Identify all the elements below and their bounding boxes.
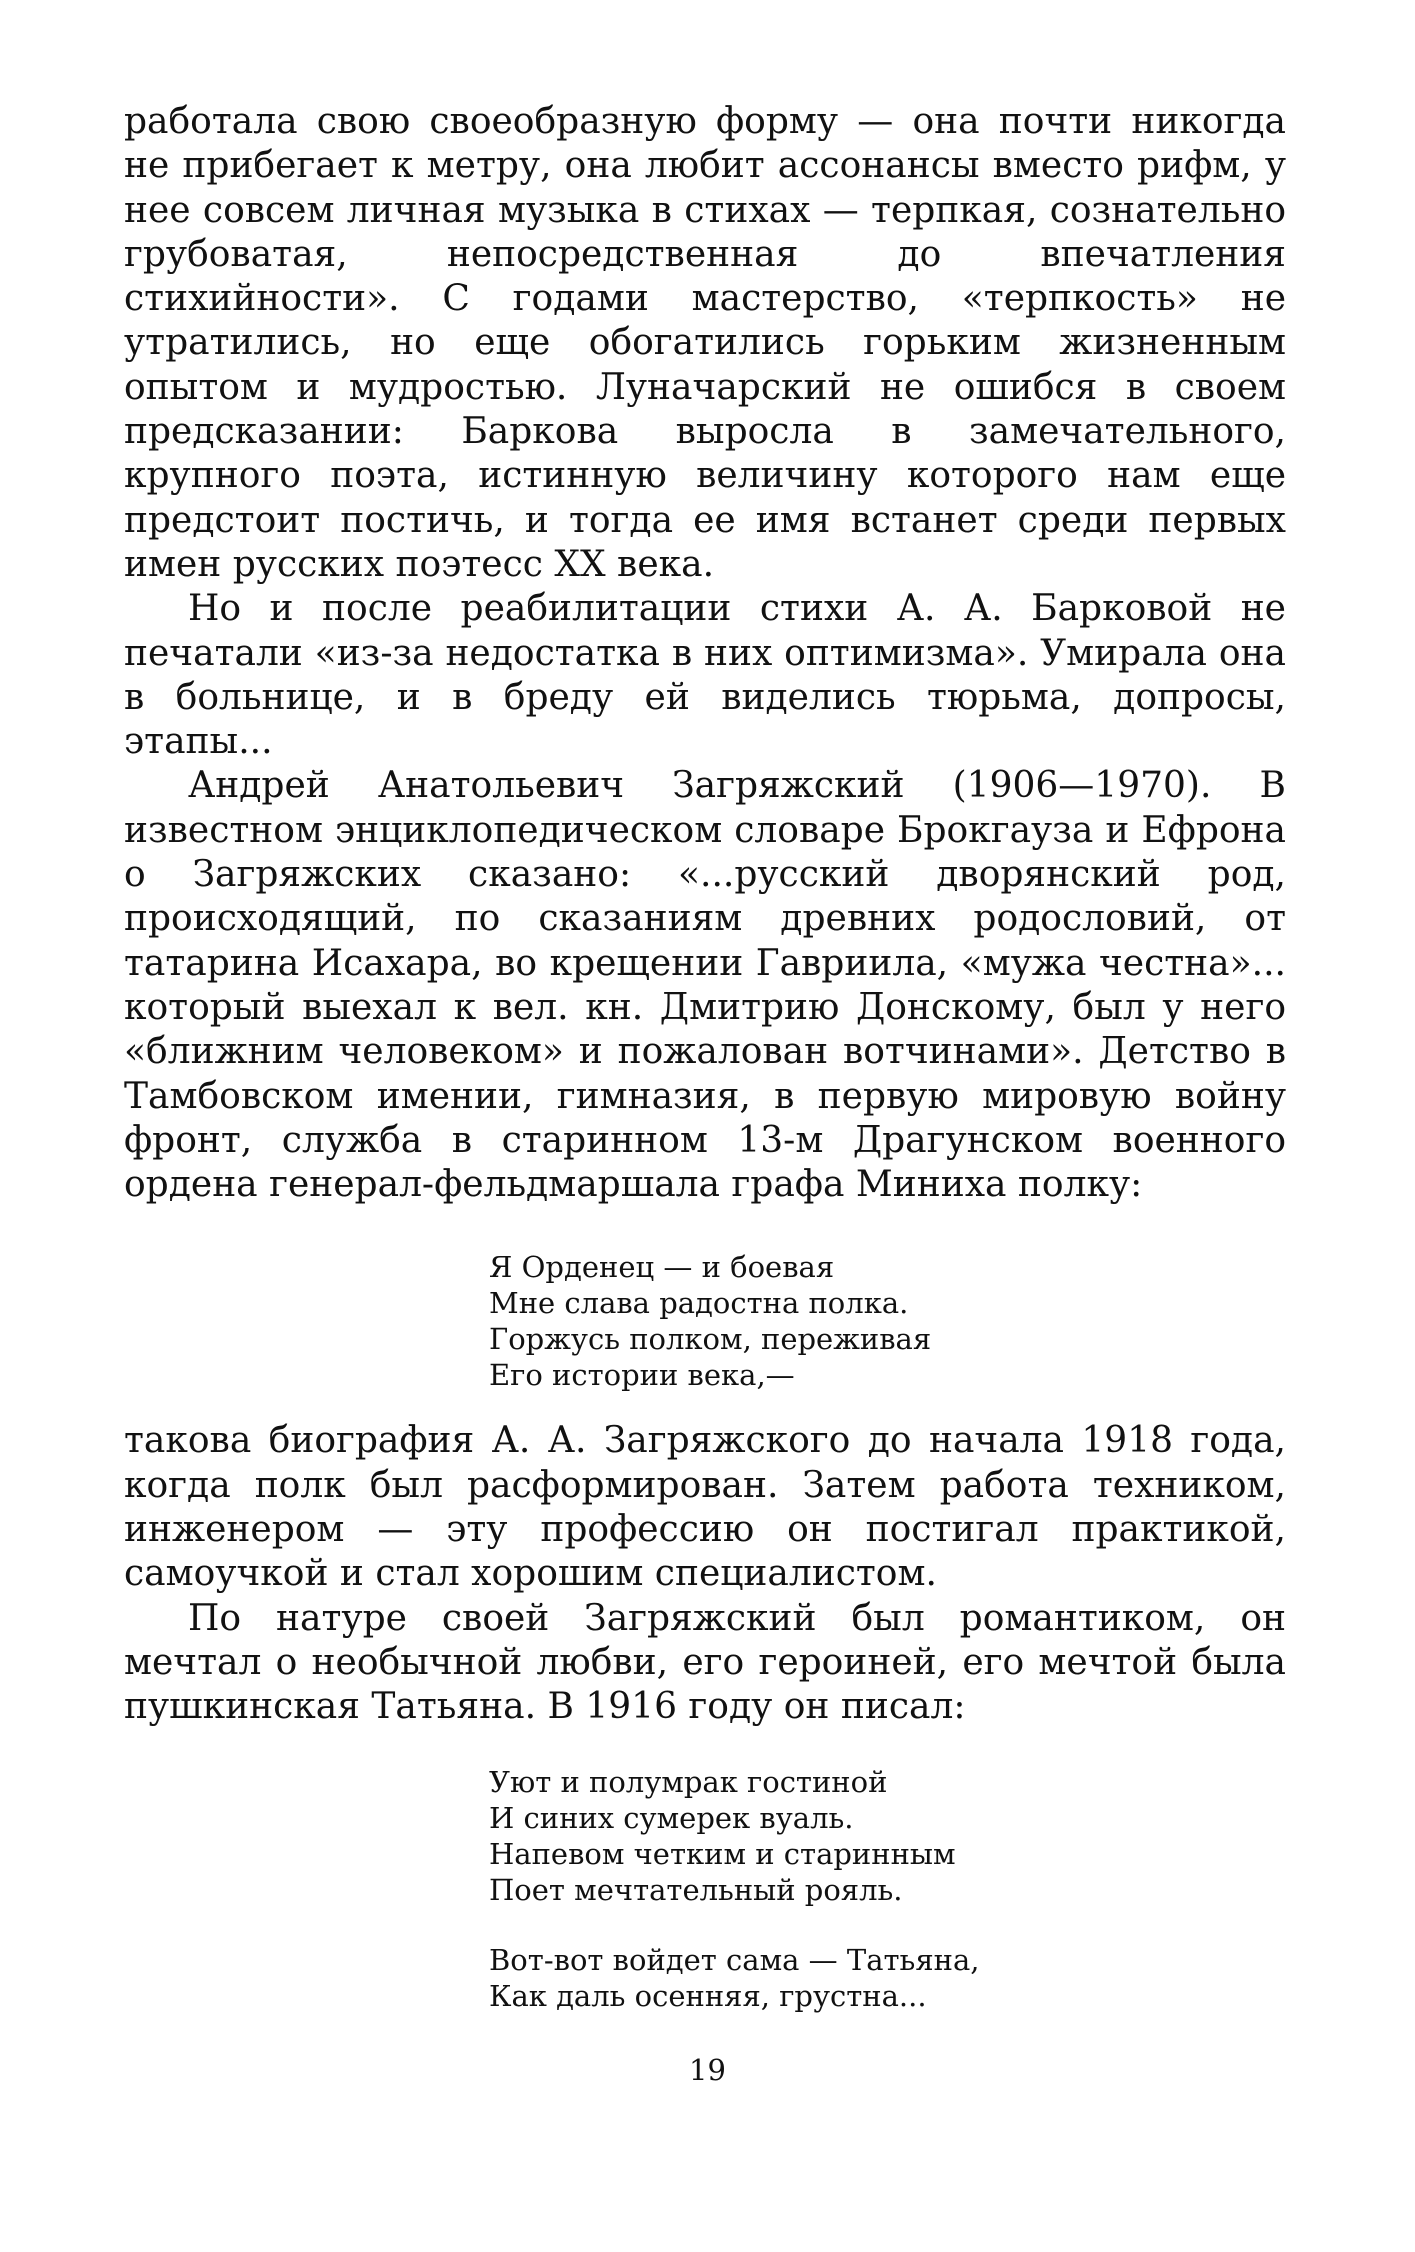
verse-line: Мне слава радостна полка. (489, 1286, 909, 1321)
verse-line: И синих сумерек вуаль. (489, 1800, 854, 1835)
paragraph-5: По натуре своей Загряжский был романтиком, он мечтал о необычной любви, его героиней, его мечтой была пушкинская Татьяна. В 1916 году он писал: (124, 1597, 1286, 1728)
verse-line: Поет мечтательный рояль. (489, 1872, 903, 1907)
verse-line: Его истории века,— (489, 1358, 795, 1393)
verse-line: Вот-вот войдет сама — Татьяна, (489, 1942, 980, 1977)
verse-uyut-stanza-2 (124, 1942, 1286, 2014)
paragraph-4: такова биография А. А. Загряжского до начала 1918 года, когда полк был расформирован. Затем работа техником, инженером — эту профессию он постигал практикой, самоучкой и стал хорошим специалистом. (124, 1420, 1286, 1595)
verse-line: Напевом четким и старинным (489, 1836, 956, 1871)
verse-orderets (124, 1249, 1286, 1393)
page-body (124, 100, 1286, 2014)
verse-line: Горжусь полком, переживая (489, 1322, 932, 1357)
verse-line: Я Орденец — и боевая (489, 1250, 835, 1285)
paragraph-1: работала свою своеобразную форму — она почти никогда не прибегает к метру, она любит ассонансы вместо рифм, у нее совсем личная музыка в стихах — терпкая, сознательно грубоватая, непосредственная до впечатления стихийности». С годами мастерство, «терпкость» не утратились, но еще обогатились горьким жизненным опытом и мудростью. Луначарский не ошибся в своем предсказании: Баркова выросла в замечательного, крупного поэта, истинную величину которого нам еще предстоит постичь, и тогда ее имя встанет среди первых имен русских поэтесс XX века. (124, 101, 1286, 585)
verse-line: Уют и полумрак гостиной (489, 1764, 888, 1799)
verse-uyut-stanza-1 (124, 1764, 1286, 1908)
verse-line: Как даль осенняя, грустна... (489, 1978, 927, 2013)
paragraph-2: Но и после реабилитации стихи А. А. Барковой не печатали «из-за недостатка в них оптимизма». Умирала она в больнице, и в бреду ей виделись тюрьма, допросы, этапы... (124, 588, 1286, 763)
paragraph-3: Андрей Анатольевич Загряжский (1906—1970). В известном энциклопедическом словаре Брокгауза и Ефрона о Загряжских сказано: «...русский дворянский род, происходящий, по сказаниям древних родословий, от татарина Исахара, во крещении Гавриила, «мужа честна»... который выехал к вел. кн. Дмитрию Донскому, был у него «ближним человеком» и пожалован вотчинами». Детство в Тамбовском имении, гимназия, в первую мировую войну фронт, служба в старинном 13-м Драгунском военного ордена генерал-фельдмаршала графа Миниха полку: (124, 765, 1286, 1206)
page-number: 19 (689, 2053, 726, 2087)
